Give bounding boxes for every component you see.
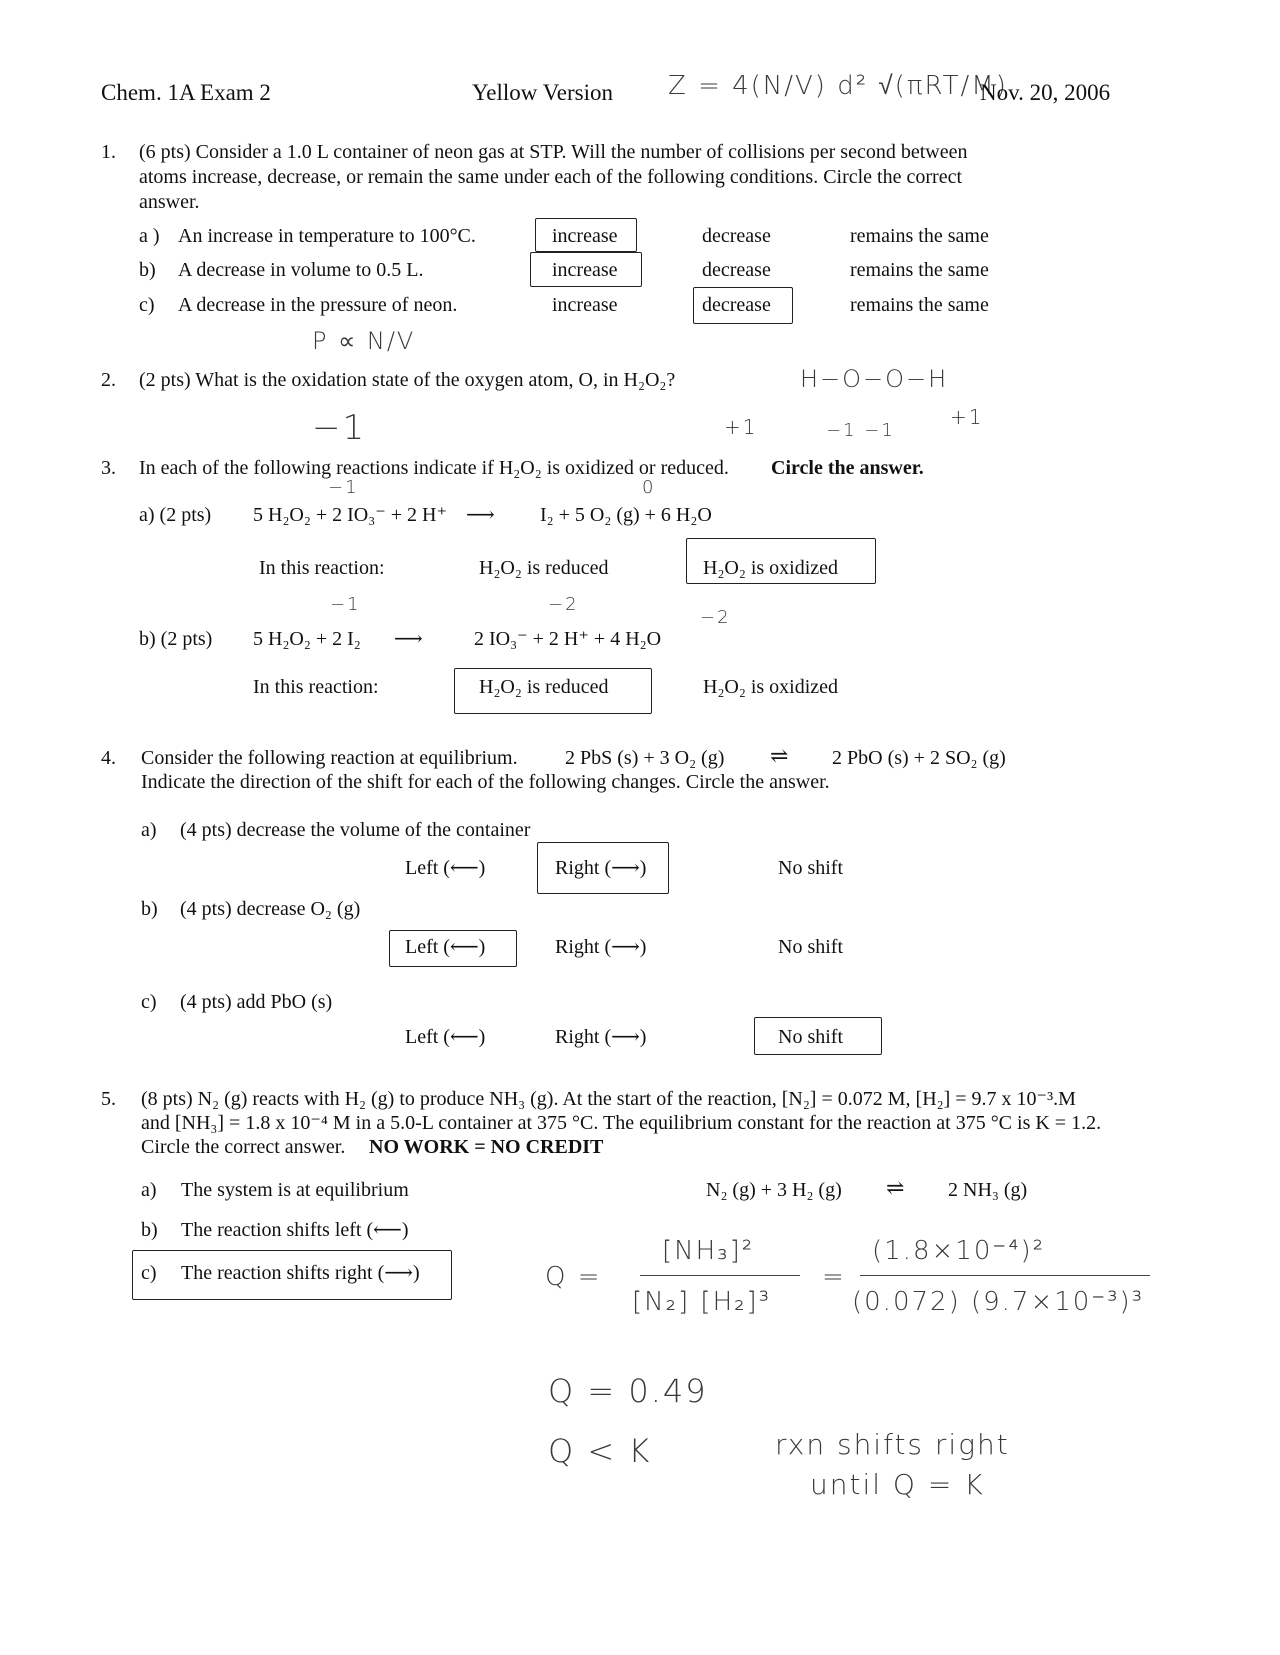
q4b-opt-right[interactable]: Right (⟶): [555, 936, 647, 958]
q4-number: 4.: [101, 747, 116, 769]
q4c-opt-left[interactable]: Left (⟵): [405, 1026, 486, 1048]
q2-handwritten-plus1b: +1: [950, 405, 984, 429]
q5-line3-bold: NO WORK = NO CREDIT: [369, 1136, 604, 1158]
q1-opt-increase[interactable]: increase: [552, 225, 618, 247]
q1-prompt-line2: atoms increase, decrease, or remain the same under each of the following conditions. Circle the correct: [139, 166, 962, 188]
q1-opt-increase[interactable]: increase: [552, 294, 618, 316]
q1-item-text: An increase in temperature to 100°C.: [178, 225, 476, 247]
q3b-label: b) (2 pts): [139, 628, 213, 650]
work-numerator2: (1.8×10⁻⁴)²: [872, 1236, 1046, 1266]
q3-prompt: In each of the following reactions indicate if H₂O₂ is oxidized or reduced.: [139, 457, 729, 479]
q1-handwritten-note: P ∝ N/V: [312, 327, 416, 355]
q4c-opt-none[interactable]: No shift: [778, 1026, 843, 1048]
q3a-in-this-reaction: In this reaction:: [259, 557, 385, 579]
q4-prompt-line2: Indicate the direction of the shift for each of the following changes. Circle the answer.: [141, 771, 830, 793]
q4b-label: b): [141, 898, 158, 920]
q5-option-a[interactable]: The system is at equilibrium: [181, 1179, 409, 1201]
q3a-handwritten-ox1: −1: [328, 477, 359, 498]
q1-opt-decrease[interactable]: decrease: [702, 294, 771, 316]
q4-reaction-left: 2 PbS (s) + 3 O₂ (g): [565, 747, 725, 769]
work-numerator: [NH₃]²: [662, 1236, 755, 1266]
version-label: Yellow Version: [472, 80, 614, 105]
q5-option-c[interactable]: The reaction shifts right (⟶): [181, 1262, 420, 1284]
fraction-bar: [640, 1275, 800, 1276]
q3b-handwritten-ox1: −1: [330, 594, 361, 615]
q3b-handwritten-ox2: −2: [548, 594, 579, 615]
q4c-text: (4 pts) add PbO (s): [180, 991, 333, 1013]
q3a-label: a) (2 pts): [139, 504, 212, 526]
q3a-handwritten-ox2: 0: [642, 477, 656, 498]
handwritten-formula: Z = 4(N/V) d² √(πRT/M): [668, 71, 1008, 101]
q2-handwritten-structure: H−O−O−H: [800, 365, 949, 393]
q4b-text: (4 pts) decrease O₂ (g): [180, 898, 361, 920]
q2-prompt: (2 pts) What is the oxidation state of the oxygen atom, O, in H₂O₂?: [139, 369, 676, 391]
reaction-arrow: ⟶: [394, 628, 423, 650]
q2-handwritten-answer: −1: [312, 408, 367, 448]
q3b-reactants: 5 H₂O₂ + 2 I₂: [253, 628, 361, 650]
q3a-products: I₂ + 5 O₂ (g) + 6 H₂O: [540, 504, 712, 526]
q3b-opt-reduced[interactable]: H₂O₂ is reduced: [479, 676, 609, 698]
q1-item-label: b): [139, 259, 156, 281]
work-result: Q = 0.49: [548, 1372, 708, 1410]
exam-date: Nov. 20, 2006: [980, 80, 1111, 105]
q4a-label: a): [141, 819, 157, 841]
q1-opt-same[interactable]: remains the same: [850, 294, 989, 316]
q4b-opt-none[interactable]: No shift: [778, 936, 843, 958]
q4a-text: (4 pts) decrease the volume of the container: [180, 819, 531, 841]
equilibrium-arrow: ⇌: [886, 1175, 905, 1200]
q1-item-text: A decrease in the pressure of neon.: [178, 294, 458, 316]
q1-opt-increase[interactable]: increase: [552, 259, 618, 281]
q4a-opt-none[interactable]: No shift: [778, 857, 843, 879]
q4b-opt-left[interactable]: Left (⟵): [405, 936, 486, 958]
q1-item-label: c): [139, 294, 155, 316]
q4c-label: c): [141, 991, 157, 1013]
q1-number: 1.: [101, 141, 116, 163]
course-title: Chem. 1A Exam 2: [101, 80, 271, 105]
q1-opt-decrease[interactable]: decrease: [702, 259, 771, 281]
q3a-opt-oxidized[interactable]: H₂O₂ is oxidized: [703, 557, 839, 579]
q4a-opt-right[interactable]: Right (⟶): [555, 857, 647, 879]
q5-option-c-label: c): [141, 1262, 157, 1284]
q1-opt-same[interactable]: remains the same: [850, 259, 989, 281]
work-compare: Q < K: [548, 1432, 652, 1470]
q5-line1: (8 pts) N₂ (g) reacts with H₂ (g) to produce NH₃ (g). At the start of the reaction, [N₂] = 0.072 M, [H₂] = 9.7 x 10⁻³.M: [141, 1088, 1076, 1110]
q5-option-b[interactable]: The reaction shifts left (⟵): [181, 1219, 409, 1241]
q3b-in-this-reaction: In this reaction:: [253, 676, 379, 698]
q4-reaction-right: 2 PbO (s) + 2 SO₂ (g): [832, 747, 1006, 769]
q3-prompt-bold: Circle the answer.: [771, 457, 924, 479]
reaction-arrow: ⟶: [466, 504, 495, 526]
q5-number: 5.: [101, 1088, 116, 1110]
fraction-bar: [860, 1275, 1150, 1276]
q1-prompt-line1: (6 pts) Consider a 1.0 L container of neon gas at STP. Will the number of collisions per second between: [139, 141, 968, 163]
work-conclusion1: rxn shifts right: [775, 1428, 1010, 1461]
work-eq: =: [822, 1262, 846, 1292]
work-conclusion2: until Q = K: [810, 1468, 985, 1501]
q5-line3: Circle the correct answer.: [141, 1136, 346, 1158]
q5-reaction-right: 2 NH₃ (g): [948, 1179, 1028, 1201]
q5-option-b-label: b): [141, 1219, 158, 1241]
q5-option-a-label: a): [141, 1179, 157, 1201]
q1-prompt-line3: answer.: [139, 191, 200, 213]
q3b-handwritten-ox3: −2: [700, 607, 731, 628]
q3a-reactants: 5 H₂O₂ + 2 IO₃⁻ + 2 H⁺: [253, 504, 448, 526]
work-denominator2: (0.072) (9.7×10⁻³)³: [852, 1287, 1145, 1317]
work-denominator: [N₂] [H₂]³: [632, 1287, 772, 1317]
q1-item-label: a ): [139, 225, 160, 247]
q2-handwritten-plus1: +1: [724, 415, 758, 439]
work-q-eq: Q =: [545, 1262, 602, 1292]
q3-number: 3.: [101, 457, 116, 479]
q1-opt-decrease[interactable]: decrease: [702, 225, 771, 247]
q3b-opt-oxidized[interactable]: H₂O₂ is oxidized: [703, 676, 839, 698]
q5-line2: and [NH₃] = 1.8 x 10⁻⁴ M in a 5.0-L container at 375 °C. The equilibrium constant for the reaction at 375 °C is K = 1.2.: [141, 1112, 1102, 1134]
equilibrium-arrow: ⇌: [770, 743, 789, 768]
q3a-opt-reduced[interactable]: H₂O₂ is reduced: [479, 557, 609, 579]
q3b-products: 2 IO₃⁻ + 2 H⁺ + 4 H₂O: [474, 628, 662, 650]
q4a-opt-left[interactable]: Left (⟵): [405, 857, 486, 879]
q4-prompt-line1: Consider the following reaction at equilibrium.: [141, 747, 518, 769]
q2-handwritten-minus: −1 −1: [826, 420, 895, 441]
q4c-opt-right[interactable]: Right (⟶): [555, 1026, 647, 1048]
q2-number: 2.: [101, 369, 116, 391]
q1-item-text: A decrease in volume to 0.5 L.: [178, 259, 424, 281]
q5-reaction-left: N₂ (g) + 3 H₂ (g): [706, 1179, 842, 1201]
q1-opt-same[interactable]: remains the same: [850, 225, 989, 247]
